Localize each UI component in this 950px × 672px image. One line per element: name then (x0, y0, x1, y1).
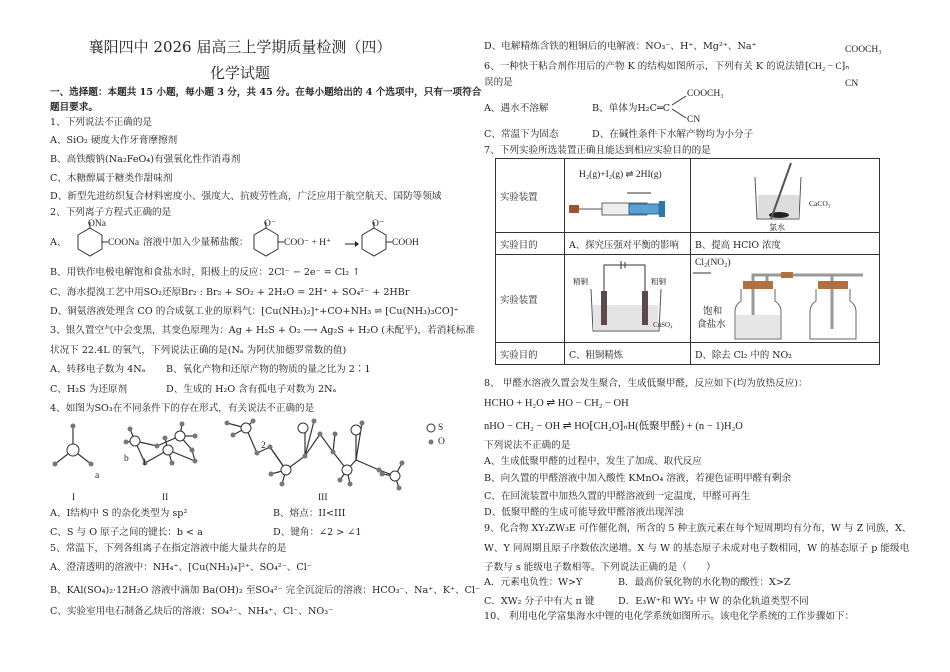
option-b: B、高铁酸钠(Na₂FeO₄)有强氧化性作消毒剂 (50, 154, 241, 165)
option-d: D、铜氨溶液处理含 CO 的合成氨工业的原料气：[Cu(NH₃)₂]⁺+CO+NH₃ ⇌ [Cu(NH₃)₃CO]⁺ (50, 306, 459, 317)
equation-1: HCHO + H₂O ⇌ HO − CH₂ − OH (484, 398, 629, 409)
label-brine: 食盐水 (697, 319, 726, 330)
option-a: A、遇水不溶解 (484, 103, 549, 114)
apparatus-a (565, 159, 691, 233)
apparatus-d (691, 255, 880, 343)
option-d: D、低聚甲醛的生成可能导致甲醛溶液出现浑浊 (484, 507, 684, 518)
structure-bottom: CN (845, 79, 859, 89)
option-d: D、生成的 H₂O 含有孤电子对数为 2Nₐ (166, 384, 337, 395)
question-stem: 1、下列说法不正确的是 (50, 117, 153, 128)
option-a: A、澄清透明的溶液中：NH₄⁺、[Cu(NH₃)₄]²⁺、SO₄²⁻、Cl⁻ (50, 562, 312, 573)
option-c: C．XW₂ 分子中有大 π 键 (484, 596, 595, 607)
option-b: B．最高价氧化物的水化物的酸性：X>Z (618, 577, 791, 588)
question-stem: 5、常温下，下列各组离子在指定溶液中能大量共存的是 (50, 543, 287, 554)
question-stem: 2、下列离子方程式正确的是 (50, 207, 172, 218)
option-c: C、木糖醇属于糖类作甜味剂 (50, 173, 173, 184)
option-a-prefix: A、 (50, 237, 67, 248)
equation-2: nHO − CH₂ − OH ⇌ HO⁅CH₂O⁆ₙH(低聚甲醛) + (n − 1)H₂O (484, 421, 743, 432)
monomer-group-bottom: CN (687, 115, 701, 125)
figure-label-2: II (162, 493, 169, 503)
option-b: B、用铁作电极电解饱和食盐水时，阳极上的反应：2Cl⁻ − 2e⁻ = Cl₂ ↑ (50, 267, 361, 278)
label-chlorine-water: 氯水 (769, 223, 785, 232)
option-c: C、实验室用电石制备乙炔后的溶液：SO₄²⁻、NH₄⁺、Cl⁻、NO₃⁻ (50, 606, 334, 617)
purpose-b: B、提高 HClO 浓度 (691, 233, 880, 255)
option-b: B、向久置的甲醛溶液中加入酸性 KMnO₄ 溶液，若褪色证明甲醛有剩余 (484, 473, 792, 484)
product2-group-side: COOH (392, 238, 419, 248)
option-d: D、在碱性条件下水解产物均为小分子 (592, 129, 754, 140)
option-b: B、KAl(SO₄)₂·12H₂O 溶液中滴加 Ba(OH)₂ 至SO₄²⁻ 完全沉淀后的溶液：HCO₃⁻、Na⁺、K⁺、Cl⁻ (50, 585, 481, 596)
beaker-stirring-icon (751, 163, 811, 223)
option-a-text: 溶液中加入少量稀盐酸： (143, 237, 249, 248)
question-10-stem: 10、 利用电化学富集海水中锂的电化学系统如图所示。该电化学系统的工作步骤如下： (484, 611, 855, 622)
apparatus-b (691, 159, 880, 233)
figure-label-3: III (318, 493, 328, 503)
monomer-branch-icon (672, 92, 688, 122)
product2-group-top: O⁻ (372, 219, 384, 229)
label-saturated: 饱和 (703, 306, 723, 317)
question-stem: 9、化合物 XY₂ZW₃E 可作催化剂，所含的 5 种主族元素在每个短周期均有分布，W 与 Z 同族，X、 (484, 523, 912, 534)
option-d: D、新型先进纺织复合材料密度小、强度大、抗疲劳性高，广泛应用于航空航天、国防等领域 (50, 191, 442, 202)
legend-o: O (438, 437, 445, 447)
purpose-c: C、粗铜精炼 (565, 343, 691, 365)
option-d: D．E₃W⁺和 WY₂ 中 W 的杂化轨道类型不同 (618, 596, 809, 607)
question-stem: 3、银久置空气中会变黑，其变色原理为：Ag + H₂S + O₂ ⟶ Ag₂S + H₂O (未配平)，若消耗标准 (50, 325, 476, 336)
question-stem: 4、如图为SO₃在不同条件下的存在形式，有关说法不正确的是 (50, 403, 315, 414)
option-b: B、熔点：II<III (273, 508, 346, 519)
figure-label-1: I (72, 493, 76, 503)
equation-a: H₂(g)+I₂(g) ⇌ 2HI(g) (579, 170, 662, 180)
option-a: A、SiO₂ 硬度大作牙膏摩擦剂 (50, 135, 178, 146)
question-stem: 6、一种快干粘合剂作用后的产物 K 的结构如图所示，下列有关 K 的说法错 (484, 61, 805, 72)
section-instructions: 一、选择题：本题共 15 小题，每小题 3 分，共 45 分。在每小题给出的 4 个选项中，只有一项符合 (50, 87, 482, 98)
question-stem: 7、下列实验所选装置正确且能达到相应实验目的的是 (484, 145, 711, 156)
question-stem-cont: W、Y 同周期且原子序数依次递增。X 与 W 的基态原子未成对电子数相同，W 的基态原子 p 能级电 (484, 543, 910, 554)
syringe-icon (567, 199, 677, 221)
bond-label-a: a (95, 471, 100, 481)
reactant-group-top: ONa (88, 219, 106, 229)
reactant-group-side: COONa (108, 238, 140, 248)
purpose-d: D、除去 Cl₂ 中的 NO₂ (691, 343, 880, 365)
angle-label-1: 1 (142, 458, 147, 468)
row-label: 实验目的 (496, 233, 565, 255)
option-c: C、S 与 O 原子之间的键长：b < a (50, 527, 203, 538)
section-instructions-cont: 题目要求。 (50, 102, 98, 113)
question-stem: 8、 甲醛水溶液久置会发生聚合，生成低聚甲醛，反应如下(均为放热反应)： (484, 378, 808, 389)
so3-structures-figure (50, 418, 450, 498)
legend-s: S (438, 423, 444, 433)
option-a: A、I结构中 S 的杂化类型为 sp² (50, 508, 188, 519)
option-a: A、转移电子数为 4Nₐ (50, 364, 146, 375)
question-prompt: 下列说法不正确的是 (484, 440, 571, 451)
option-c: C、H₂S 为还原剂 (50, 384, 128, 395)
label-pure-copper: 精铜 (573, 277, 588, 286)
label-caco3: CaCO₃ (809, 199, 831, 208)
option-b: B、单体为H₂C═C (592, 103, 671, 114)
question-stem-cont: 误的是 (484, 77, 513, 88)
option-c: C、海水提溴工艺中用SO₂还原Br₂ : Br₂ + SO₂ + 2H₂O = 2H⁺ + SO₄²⁻ + 2HBr (50, 287, 410, 298)
product1-group-side: COO⁻ + H⁺ (284, 238, 332, 248)
option-a: A、生成低聚甲醛的过程中，发生了加成、取代反应 (484, 456, 702, 467)
label-gas-inlet: Cl₂(NO₂) (695, 258, 731, 268)
row-label: 实验目的 (496, 343, 565, 365)
row-label: 实验装置 (496, 255, 565, 343)
question-stem-cont: 状况下 22.4L 的氧气，下列说法正确的是(Nₐ 为阿伏加德罗常数的值) (50, 345, 347, 356)
label-cuso4: CuSO₄ (653, 321, 673, 329)
exam-subtitle: 化学试题 (209, 64, 270, 82)
option-c: C、在回流装置中加热久置的甲醛溶液到一定温度，甲醛可再生 (484, 491, 751, 502)
option-d: D、键角：∠2 > ∠1 (273, 527, 362, 538)
option-d: D、电解精炼含铁的粗铜后的电解液：NO₃⁻、H⁺、Mg²⁺、Na⁺ (484, 41, 757, 52)
structure-main: ⁅CH₂ − C⁆ₙ (805, 62, 850, 72)
monomer-group-top: COOCH₃ (687, 89, 724, 99)
exam-title: 襄阳四中 2026 届高三上学期质量检测（四） (88, 38, 392, 56)
bond-label-b: b (124, 454, 129, 464)
option-c: C、常温下为固态 (484, 129, 559, 140)
product1-group-top: O⁻ (264, 219, 276, 229)
row-label: 实验装置 (496, 159, 565, 233)
structure-top: COOCH₃ (845, 45, 882, 55)
label-crude-copper: 粗铜 (651, 277, 666, 286)
option-a: A．元素电负性：W>Y (484, 577, 583, 588)
angle-label-2: 2 (261, 441, 266, 451)
option-b: B、氧化产物和还原产物的物质的量之比为 2∶1 (166, 364, 371, 375)
purpose-a: A、探究压强对平衡的影响 (565, 233, 691, 255)
apparatus-c (565, 255, 691, 343)
experiment-table (495, 158, 880, 365)
question-stem-cont2: 子数与 s 能级电子数相等。下列说法正确的是（ ） (484, 562, 716, 573)
